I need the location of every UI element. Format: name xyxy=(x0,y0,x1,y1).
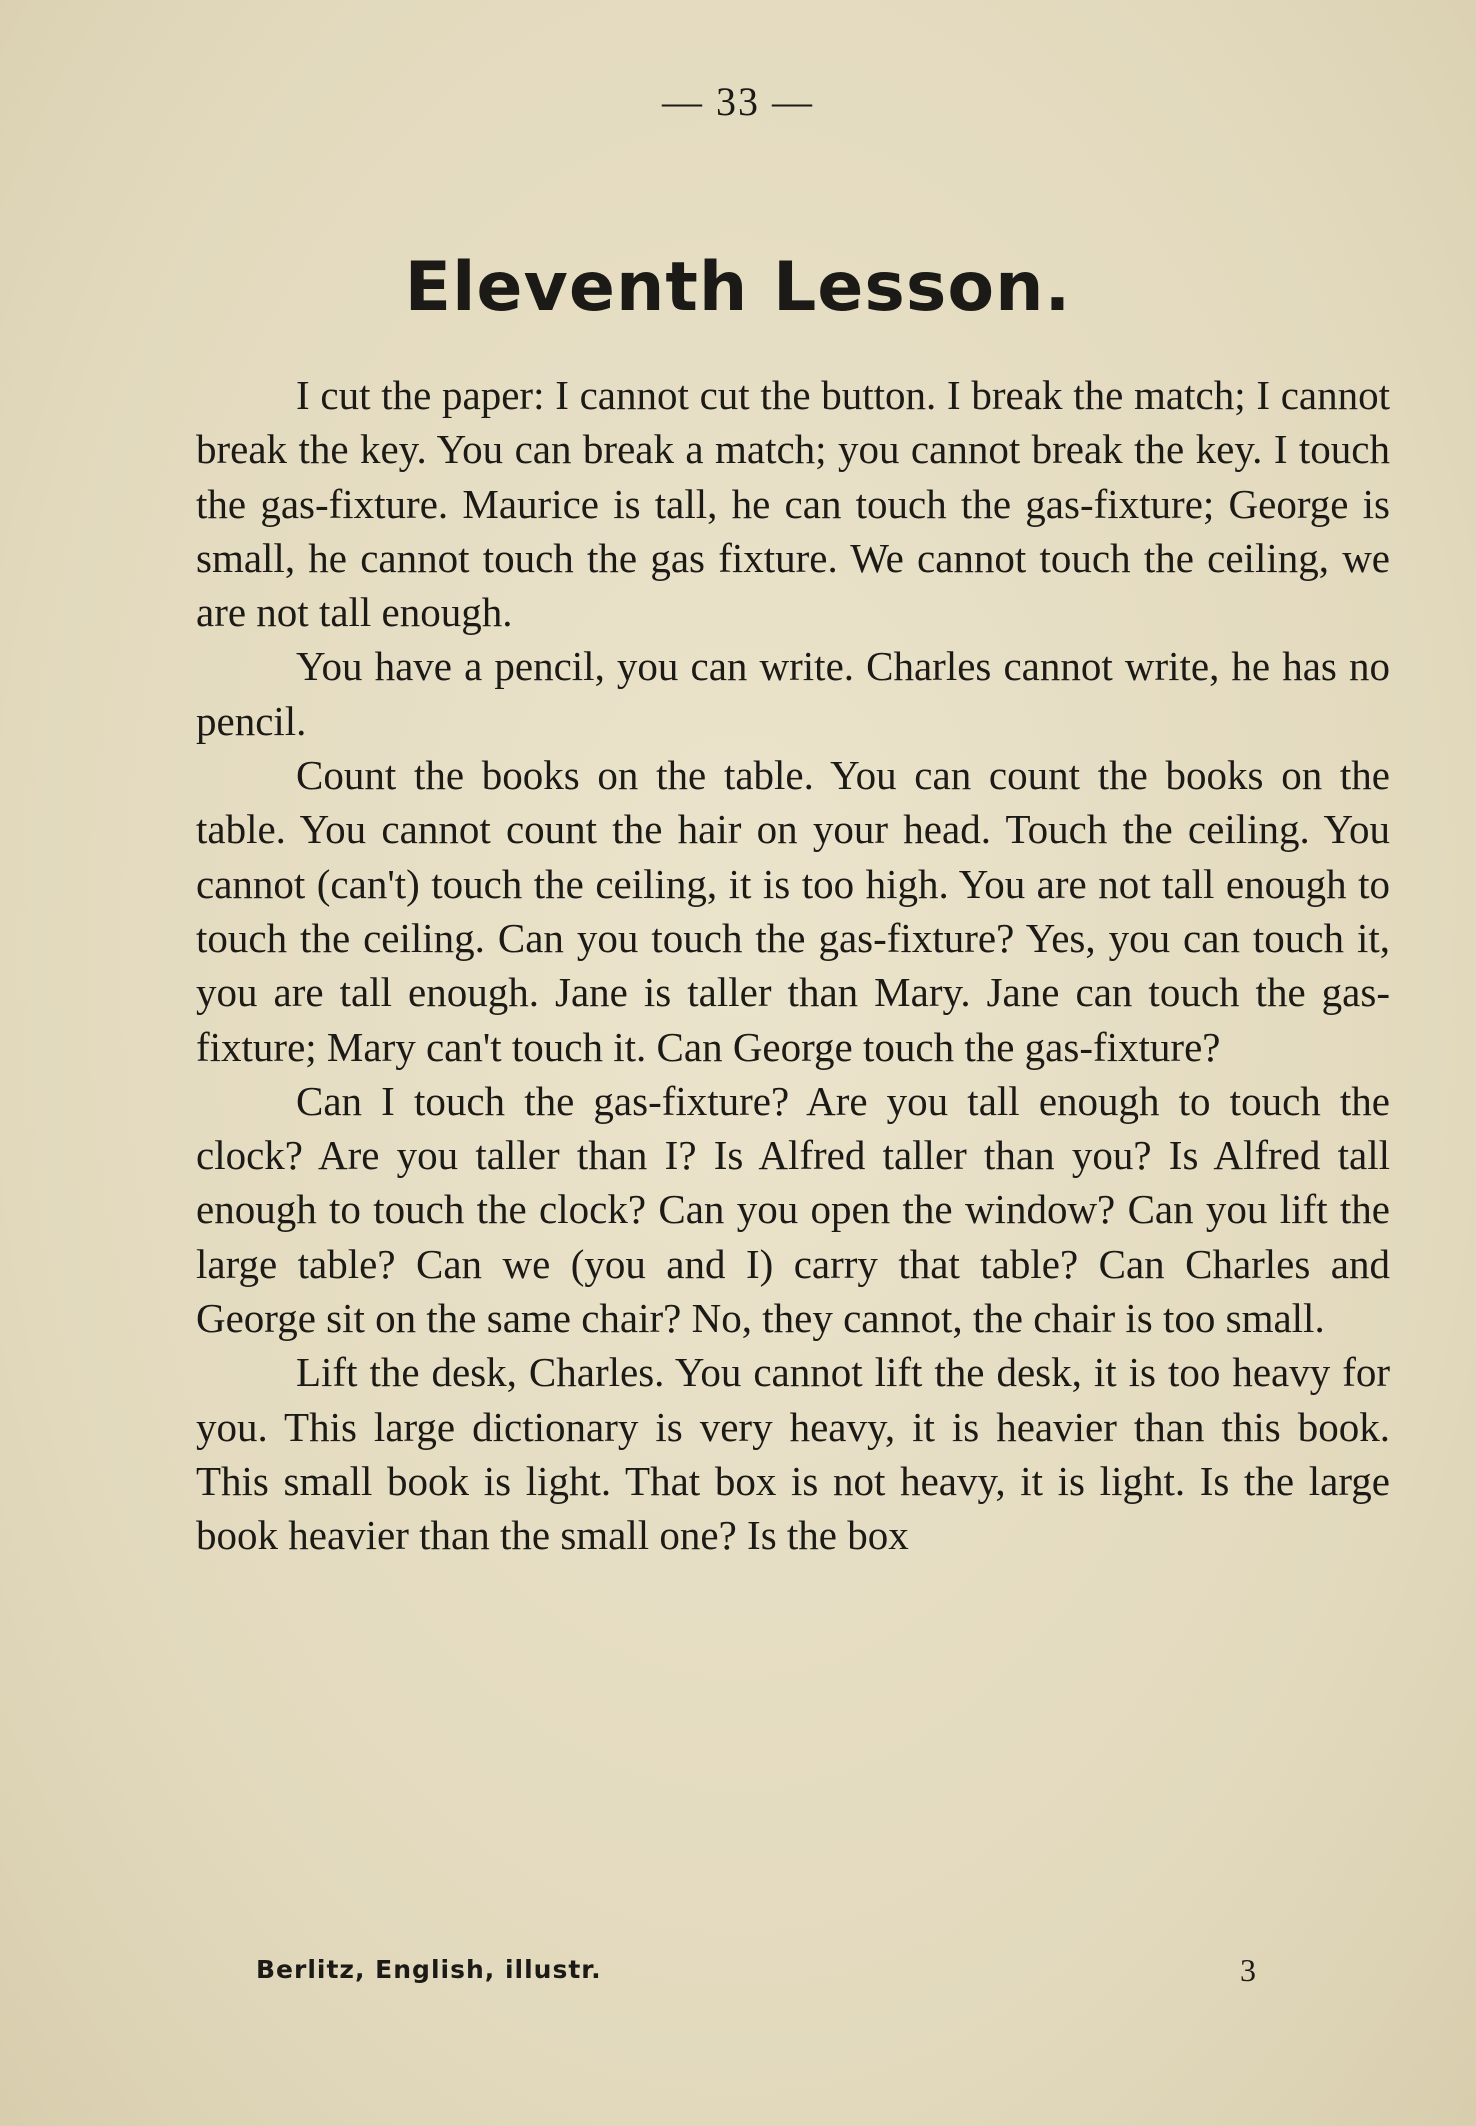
footer-signature-mark: 3 xyxy=(1240,1952,1256,1988)
paragraph-5: Lift the desk, Charles. You cannot lift the desk, it is too heavy for you. This large dictionary is very heavy, it is heavier than this book. This small book is light. That box is not heavy, it is light. Is the large book heavier than the small one? Is the box xyxy=(196,1349,1390,1559)
paragraph-4: Can I touch the gas-fixture? Are you tall enough to touch the clock? Are you taller than I? Is Alfred taller than you? Is Alfred tall enough to touch the clock? Can you open the window? Can you lift the large table? Can we (you and I) carry that table? Can Charles and George sit on the same chair? No, they cannot, the chair is too small. xyxy=(196,1077,1390,1342)
page-number: — 33 — xyxy=(662,79,814,124)
paragraph-3: Count the books on the table. You can count the books on the table. You cannot count the hair on your head. Touch the ceiling. You cannot (can't) touch the ceiling, it is too high. You are not tall enough to touch the ceiling. Can you touch the gas-fixture? Yes, you can touch it, you are tall enough. Jane is taller than Mary. Jane can touch the gas-fixture; Mary can't touch it. Can George touch the gas-fixture? xyxy=(196,752,1390,1070)
lesson-body xyxy=(196,368,1390,1563)
paragraph-2: You have a pencil, you can write. Charles cannot write, he has no pencil. xyxy=(196,643,1390,744)
footer-source: Berlitz, English, illustr. xyxy=(256,1955,602,1984)
lesson-title: Eleventh Lesson. xyxy=(404,248,1072,327)
paragraph-1: I cut the paper: I cannot cut the button. I break the match; I cannot break the key. You can break a match; you cannot break the key. I touch the gas-fixture. Maurice is tall, he can touch the gas-fixture; George is small, he cannot touch the gas fixture. We cannot touch the ceiling, we are not tall enough. xyxy=(196,372,1390,636)
